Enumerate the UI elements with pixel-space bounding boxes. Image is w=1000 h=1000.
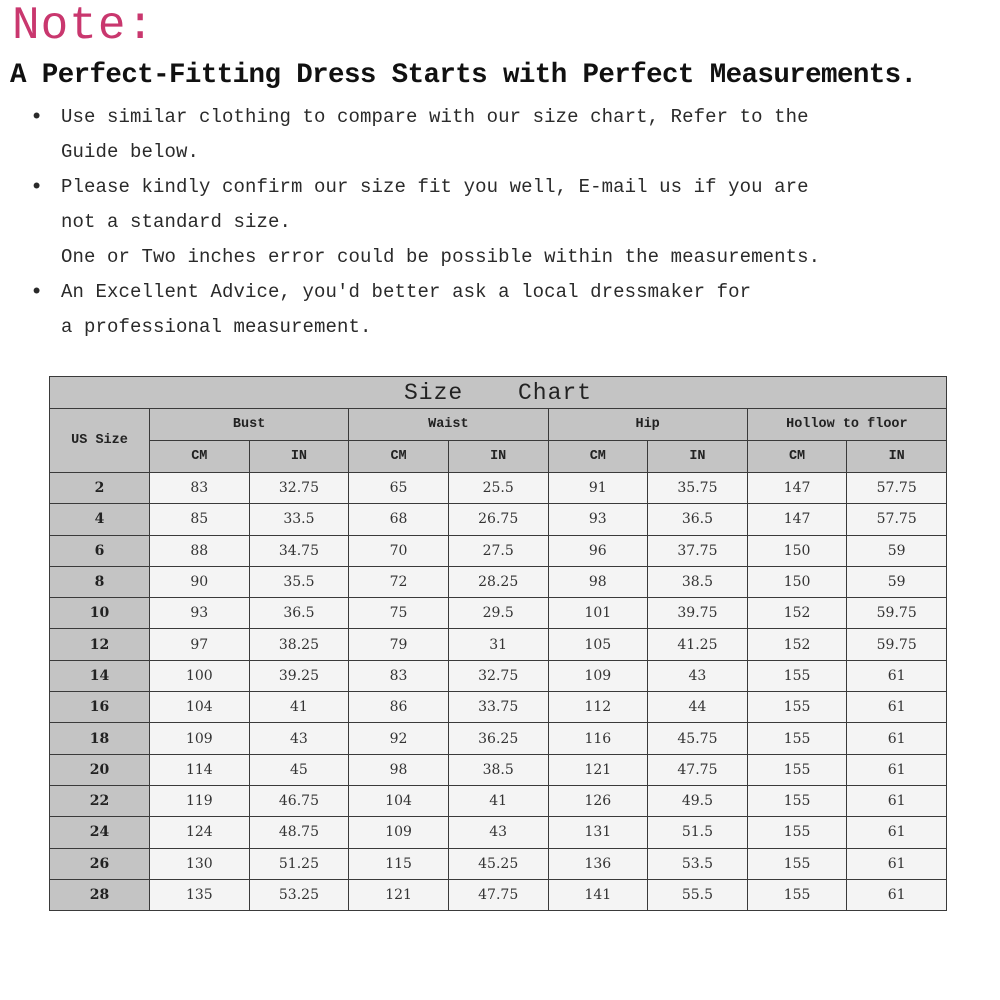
table-row bbox=[50, 473, 947, 504]
measurement-cell: 116 bbox=[548, 723, 648, 754]
measurement-cell: 88 bbox=[150, 535, 250, 566]
measurement-cell: 46.75 bbox=[249, 785, 349, 816]
size-chart-title: Size Chart bbox=[50, 377, 947, 409]
measurement-cell: 135 bbox=[150, 879, 250, 910]
measurement-cell: 61 bbox=[847, 785, 947, 816]
note-line bbox=[28, 205, 848, 240]
unit-header: IN bbox=[448, 441, 548, 473]
measurement-cell: 33.75 bbox=[448, 692, 548, 723]
measurement-cell: 59.75 bbox=[847, 598, 947, 629]
table-row bbox=[50, 660, 947, 691]
measurement-cell: 141 bbox=[548, 879, 648, 910]
measurement-cell: 34.75 bbox=[249, 535, 349, 566]
size-cell: 6 bbox=[50, 535, 150, 566]
size-chart-table bbox=[49, 376, 947, 911]
measurement-cell: 68 bbox=[349, 504, 449, 535]
unit-header: IN bbox=[249, 441, 349, 473]
measurement-cell: 36.5 bbox=[249, 598, 349, 629]
measurement-cell: 32.75 bbox=[249, 473, 349, 504]
measurement-cell: 53.25 bbox=[249, 879, 349, 910]
measurement-cell: 155 bbox=[747, 754, 847, 785]
measurement-cell: 124 bbox=[150, 817, 250, 848]
headline: A Perfect-Fitting Dress Starts with Perfect Measurements. bbox=[10, 60, 917, 91]
size-cell: 20 bbox=[50, 754, 150, 785]
measurement-cell: 70 bbox=[349, 535, 449, 566]
group-header: Hip bbox=[548, 409, 747, 441]
measurement-cell: 45.75 bbox=[648, 723, 748, 754]
note-line bbox=[28, 135, 848, 170]
size-cell: 4 bbox=[50, 504, 150, 535]
size-cell: 18 bbox=[50, 723, 150, 754]
measurement-cell: 37.75 bbox=[648, 535, 748, 566]
note-line bbox=[28, 100, 848, 135]
measurement-cell: 79 bbox=[349, 629, 449, 660]
size-cell: 14 bbox=[50, 660, 150, 691]
note-text: One or Two inches error could be possible within the measurements. bbox=[61, 246, 821, 268]
measurement-cell: 61 bbox=[847, 660, 947, 691]
measurement-cell: 92 bbox=[349, 723, 449, 754]
unit-header: CM bbox=[150, 441, 250, 473]
measurement-cell: 41.25 bbox=[648, 629, 748, 660]
measurement-cell: 45.25 bbox=[448, 848, 548, 879]
measurement-cell: 121 bbox=[349, 879, 449, 910]
measurement-cell: 61 bbox=[847, 692, 947, 723]
measurement-cell: 57.75 bbox=[847, 504, 947, 535]
measurement-cell: 33.5 bbox=[249, 504, 349, 535]
measurement-cell: 35.75 bbox=[648, 473, 748, 504]
measurement-cell: 39.25 bbox=[249, 660, 349, 691]
table-row bbox=[50, 754, 947, 785]
table-row bbox=[50, 629, 947, 660]
measurement-cell: 59.75 bbox=[847, 629, 947, 660]
table-row bbox=[50, 692, 947, 723]
group-header: Hollow to floor bbox=[747, 409, 946, 441]
measurement-cell: 109 bbox=[349, 817, 449, 848]
measurement-cell: 100 bbox=[150, 660, 250, 691]
measurement-cell: 47.75 bbox=[648, 754, 748, 785]
measurement-cell: 43 bbox=[648, 660, 748, 691]
measurement-cell: 147 bbox=[747, 504, 847, 535]
measurement-cell: 41 bbox=[448, 785, 548, 816]
size-chart bbox=[49, 376, 947, 911]
note-text: a professional measurement. bbox=[61, 316, 372, 338]
measurement-cell: 35.5 bbox=[249, 566, 349, 597]
measurement-cell: 105 bbox=[548, 629, 648, 660]
size-cell: 16 bbox=[50, 692, 150, 723]
measurement-cell: 55.5 bbox=[648, 879, 748, 910]
group-header: Waist bbox=[349, 409, 548, 441]
size-cell: 26 bbox=[50, 848, 150, 879]
measurement-cell: 51.25 bbox=[249, 848, 349, 879]
bullet-icon: • bbox=[30, 280, 44, 305]
measurement-cell: 97 bbox=[150, 629, 250, 660]
measurement-cell: 114 bbox=[150, 754, 250, 785]
measurement-cell: 152 bbox=[747, 598, 847, 629]
size-cell: 8 bbox=[50, 566, 150, 597]
measurement-cell: 38.25 bbox=[249, 629, 349, 660]
table-row bbox=[50, 879, 947, 910]
table-row bbox=[50, 535, 947, 566]
table-row bbox=[50, 848, 947, 879]
measurement-cell: 45 bbox=[249, 754, 349, 785]
measurement-cell: 121 bbox=[548, 754, 648, 785]
measurement-cell: 147 bbox=[747, 473, 847, 504]
measurement-cell: 155 bbox=[747, 848, 847, 879]
measurement-cell: 155 bbox=[747, 785, 847, 816]
measurement-cell: 131 bbox=[548, 817, 648, 848]
measurement-cell: 83 bbox=[150, 473, 250, 504]
measurement-cell: 72 bbox=[349, 566, 449, 597]
note-line bbox=[28, 170, 848, 205]
measurement-cell: 104 bbox=[150, 692, 250, 723]
measurement-cell: 90 bbox=[150, 566, 250, 597]
note-text: Use similar clothing to compare with our size chart, Refer to the bbox=[61, 106, 809, 128]
measurement-cell: 130 bbox=[150, 848, 250, 879]
measurement-cell: 61 bbox=[847, 879, 947, 910]
measurement-cell: 43 bbox=[448, 817, 548, 848]
measurement-cell: 119 bbox=[150, 785, 250, 816]
measurement-cell: 29.5 bbox=[448, 598, 548, 629]
size-cell: 24 bbox=[50, 817, 150, 848]
size-cell: 28 bbox=[50, 879, 150, 910]
measurement-cell: 65 bbox=[349, 473, 449, 504]
measurement-cell: 44 bbox=[648, 692, 748, 723]
measurement-cell: 155 bbox=[747, 692, 847, 723]
measurement-cell: 28.25 bbox=[448, 566, 548, 597]
measurement-cell: 48.75 bbox=[249, 817, 349, 848]
measurement-cell: 104 bbox=[349, 785, 449, 816]
measurement-cell: 61 bbox=[847, 817, 947, 848]
size-cell: 12 bbox=[50, 629, 150, 660]
measurement-cell: 96 bbox=[548, 535, 648, 566]
note-text: not a standard size. bbox=[61, 211, 292, 233]
measurement-cell: 53.5 bbox=[648, 848, 748, 879]
measurement-cell: 38.5 bbox=[448, 754, 548, 785]
measurement-cell: 101 bbox=[548, 598, 648, 629]
measurement-cell: 155 bbox=[747, 879, 847, 910]
size-cell: 22 bbox=[50, 785, 150, 816]
measurement-cell: 25.5 bbox=[448, 473, 548, 504]
measurement-cell: 75 bbox=[349, 598, 449, 629]
measurement-cell: 93 bbox=[548, 504, 648, 535]
measurement-cell: 155 bbox=[747, 723, 847, 754]
unit-header: CM bbox=[548, 441, 648, 473]
measurement-cell: 49.5 bbox=[648, 785, 748, 816]
measurement-cell: 112 bbox=[548, 692, 648, 723]
note-text: Please kindly confirm our size fit you well, E-mail us if you are bbox=[61, 176, 809, 198]
measurement-cell: 59 bbox=[847, 535, 947, 566]
measurement-cell: 51.5 bbox=[648, 817, 748, 848]
measurement-cell: 47.75 bbox=[448, 879, 548, 910]
table-row bbox=[50, 566, 947, 597]
table-row bbox=[50, 504, 947, 535]
measurement-cell: 36.25 bbox=[448, 723, 548, 754]
measurement-cell: 57.75 bbox=[847, 473, 947, 504]
measurement-cell: 27.5 bbox=[448, 535, 548, 566]
measurement-cell: 43 bbox=[249, 723, 349, 754]
measurement-cell: 91 bbox=[548, 473, 648, 504]
unit-header: IN bbox=[847, 441, 947, 473]
measurement-cell: 98 bbox=[548, 566, 648, 597]
measurement-cell: 41 bbox=[249, 692, 349, 723]
note-title: Note: bbox=[12, 0, 156, 52]
unit-header: CM bbox=[349, 441, 449, 473]
bullet-icon: • bbox=[30, 105, 44, 130]
measurement-cell: 36.5 bbox=[648, 504, 748, 535]
unit-header: IN bbox=[648, 441, 748, 473]
measurement-cell: 32.75 bbox=[448, 660, 548, 691]
measurement-cell: 59 bbox=[847, 566, 947, 597]
measurement-cell: 150 bbox=[747, 566, 847, 597]
measurement-cell: 83 bbox=[349, 660, 449, 691]
measurement-cell: 93 bbox=[150, 598, 250, 629]
measurement-cell: 136 bbox=[548, 848, 648, 879]
measurement-cell: 26.75 bbox=[448, 504, 548, 535]
measurement-cell: 109 bbox=[548, 660, 648, 691]
group-header: Bust bbox=[150, 409, 349, 441]
measurement-cell: 152 bbox=[747, 629, 847, 660]
table-row bbox=[50, 785, 947, 816]
measurement-cell: 31 bbox=[448, 629, 548, 660]
measurement-cell: 109 bbox=[150, 723, 250, 754]
notes-list bbox=[28, 100, 848, 345]
measurement-cell: 86 bbox=[349, 692, 449, 723]
measurement-cell: 150 bbox=[747, 535, 847, 566]
measurement-cell: 61 bbox=[847, 754, 947, 785]
bullet-icon: • bbox=[30, 175, 44, 200]
table-row bbox=[50, 723, 947, 754]
measurement-cell: 126 bbox=[548, 785, 648, 816]
measurement-cell: 85 bbox=[150, 504, 250, 535]
measurement-cell: 155 bbox=[747, 817, 847, 848]
unit-header: CM bbox=[747, 441, 847, 473]
note-line bbox=[28, 275, 848, 310]
table-row bbox=[50, 598, 947, 629]
measurement-cell: 155 bbox=[747, 660, 847, 691]
measurement-cell: 38.5 bbox=[648, 566, 748, 597]
measurement-cell: 61 bbox=[847, 723, 947, 754]
measurement-cell: 61 bbox=[847, 848, 947, 879]
measurement-cell: 39.75 bbox=[648, 598, 748, 629]
measurement-cell: 115 bbox=[349, 848, 449, 879]
note-line bbox=[28, 240, 848, 275]
size-cell: 10 bbox=[50, 598, 150, 629]
note-line bbox=[28, 310, 848, 345]
size-cell: 2 bbox=[50, 473, 150, 504]
us-size-header: US Size bbox=[50, 409, 150, 473]
table-row bbox=[50, 817, 947, 848]
measurement-cell: 98 bbox=[349, 754, 449, 785]
note-text: Guide below. bbox=[61, 141, 200, 163]
note-text: An Excellent Advice, you'd better ask a local dressmaker for bbox=[61, 281, 752, 303]
